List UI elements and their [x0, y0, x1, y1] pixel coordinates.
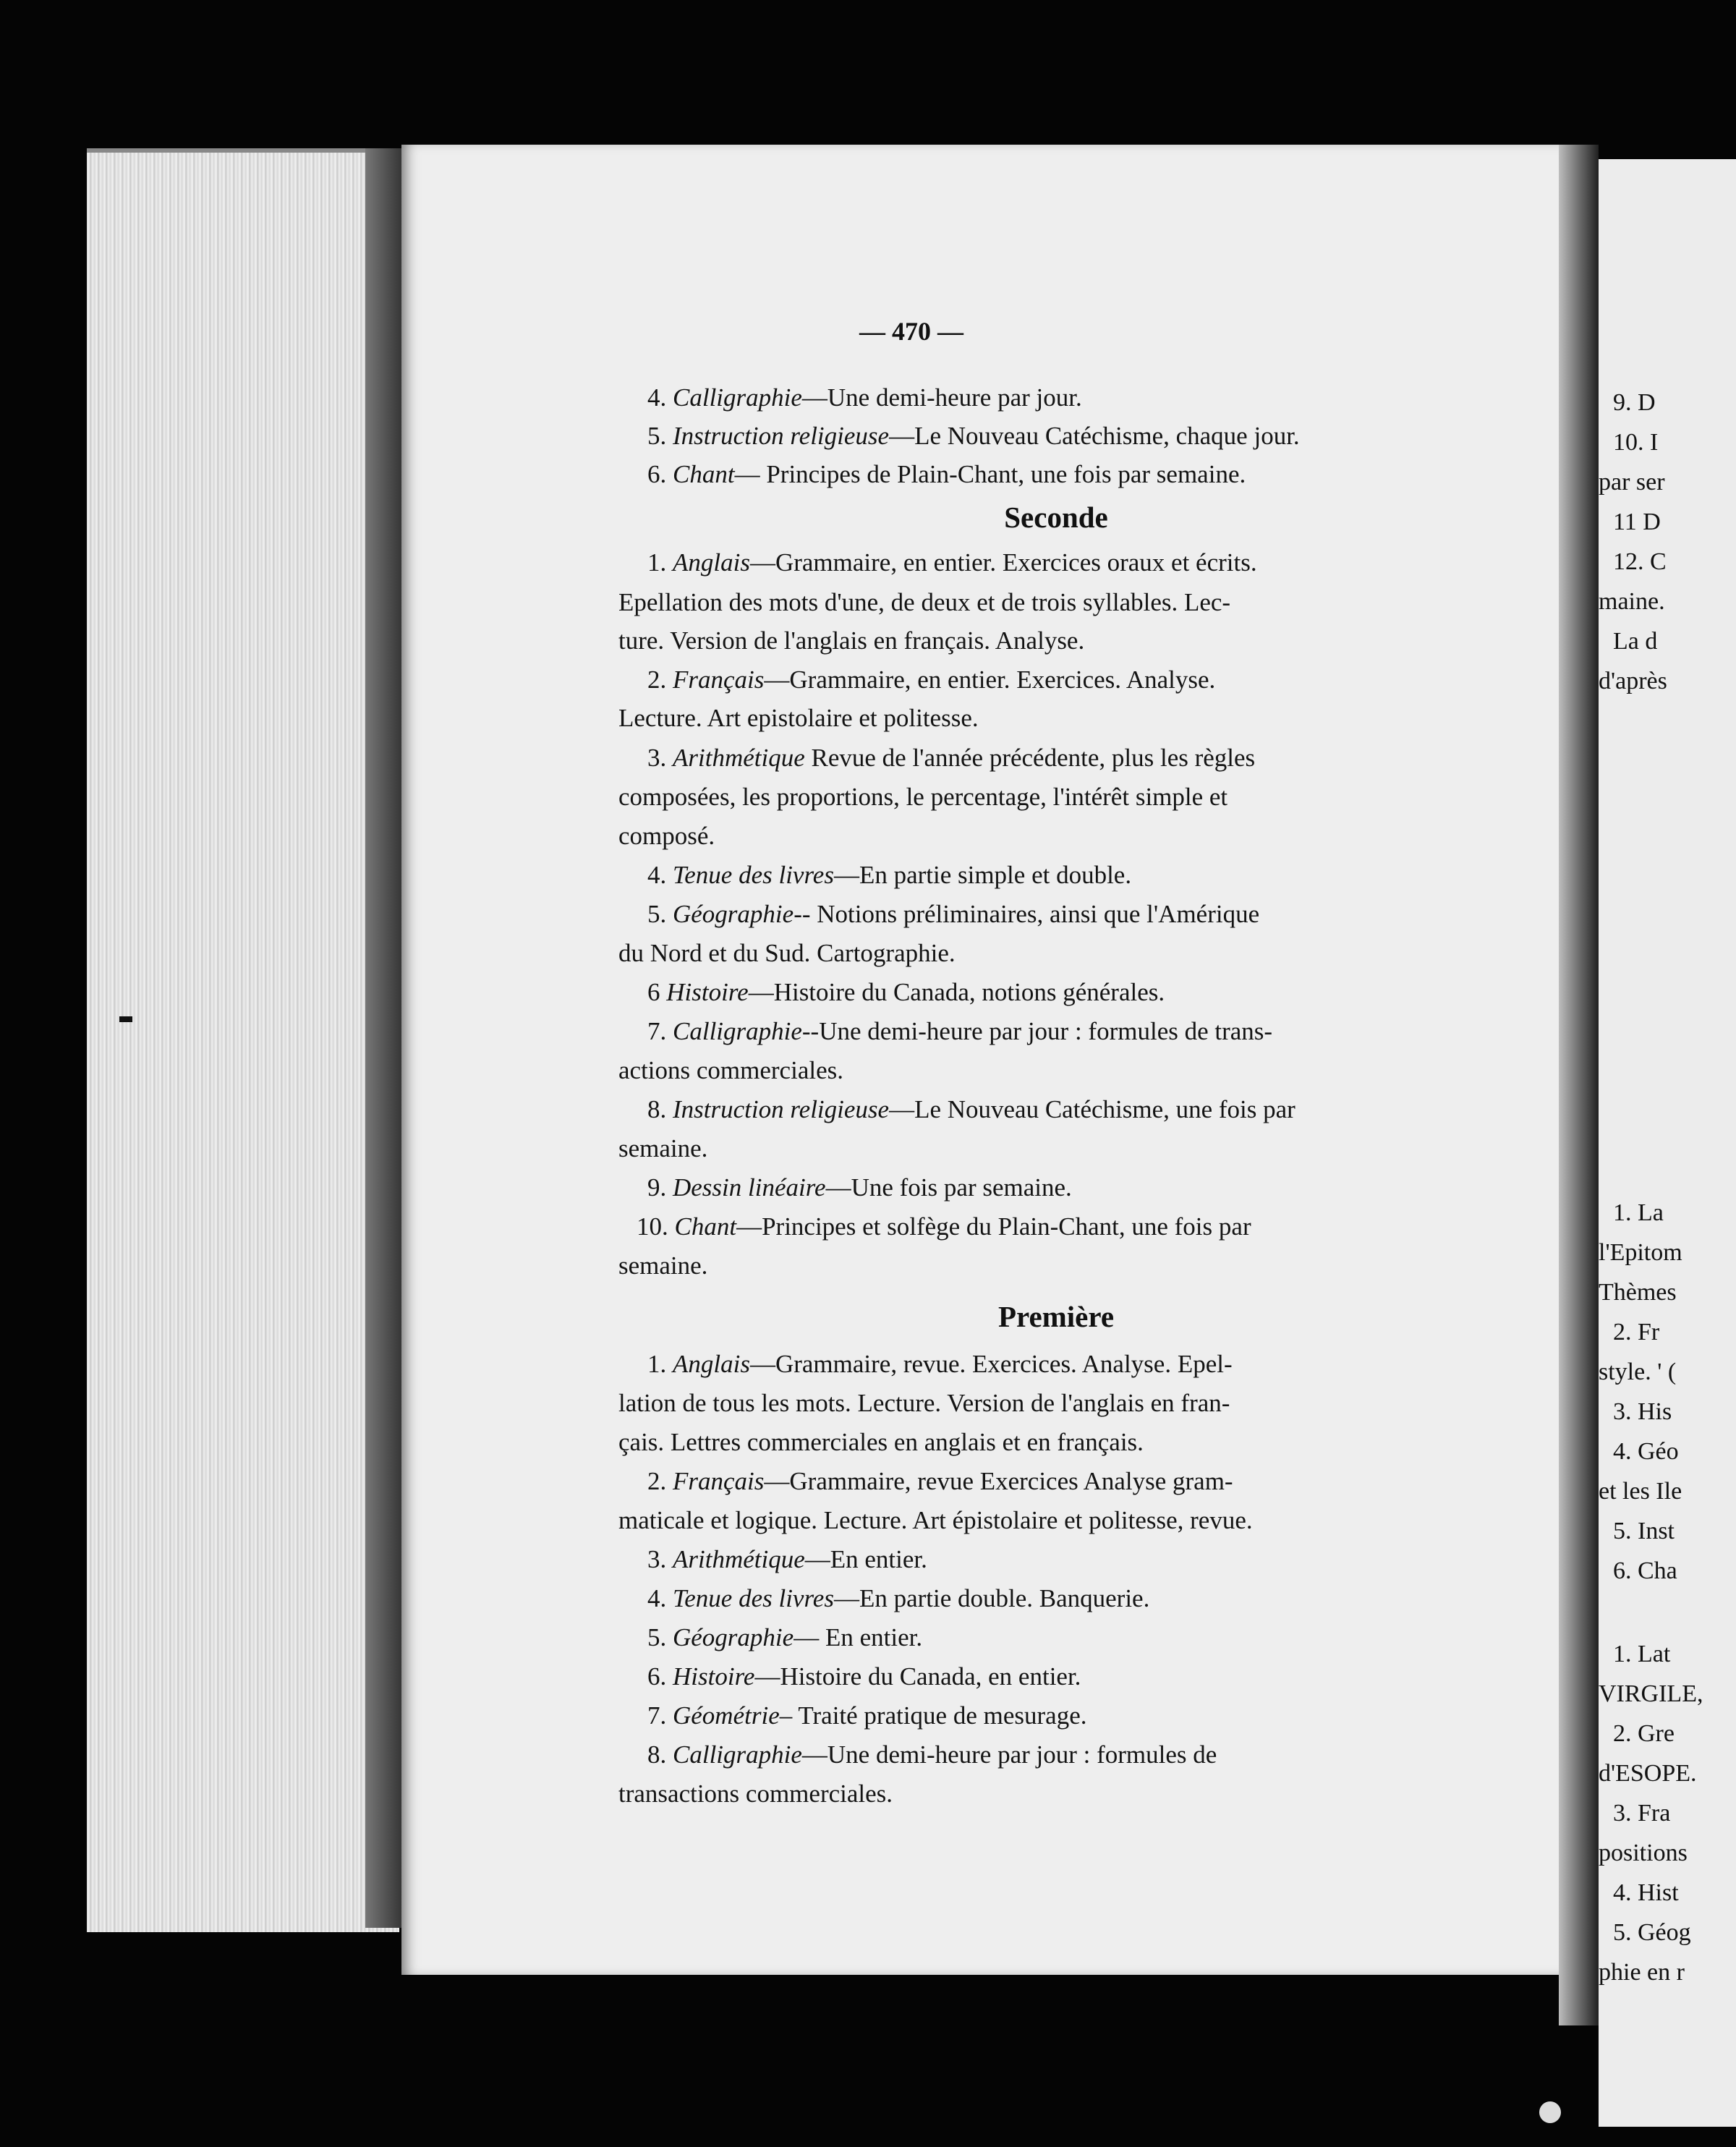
text-line: 1. Anglais—Grammaire, revue. Exercices. Analyse. Epel- — [647, 1350, 1233, 1378]
text-line: çais. Lettres commerciales en anglais et en français. — [618, 1428, 1144, 1456]
text-line: 8. Instruction religieuse—Le Nouveau Catéchisme, une fois par — [647, 1095, 1295, 1123]
facing-line: 1. La — [1613, 1199, 1664, 1226]
text-line: 4. Calligraphie—Une demi-heure par jour. — [647, 383, 1082, 412]
text-line: 6. Chant— Principes de Plain-Chant, une fois par semaine. — [647, 460, 1246, 488]
text-line: 5. Instruction religieuse—Le Nouveau Catéchisme, chaque jour. — [647, 422, 1300, 450]
left-page — [401, 145, 1559, 1975]
facing-line: 1. Lat — [1613, 1641, 1671, 1667]
facing-line: 4. Hist — [1613, 1879, 1679, 1906]
facing-line: 3. Fra — [1613, 1800, 1671, 1827]
text-line: 4. Tenue des livres—En partie simple et double. — [647, 861, 1132, 889]
text-line: 3. Arithmétique—En entier. — [647, 1545, 927, 1573]
text-line: 5. Géographie-- Notions préliminaires, ainsi que l'Amérique — [647, 900, 1260, 928]
text-line: 7. Calligraphie--Une demi-heure par jour : formules de trans- — [647, 1017, 1273, 1045]
facing-line: 3. His — [1613, 1398, 1672, 1425]
facing-line: positions — [1599, 1840, 1688, 1866]
facing-line: maine. — [1599, 588, 1665, 615]
text-line: 10. Chant—Principes et solfège du Plain-Chant, une fois par — [637, 1212, 1251, 1241]
text-line: actions commerciales. — [618, 1056, 843, 1084]
facing-line: style. ' ( — [1599, 1359, 1677, 1385]
facing-line: 4. Géo — [1613, 1438, 1679, 1465]
text-line: du Nord et du Sud. Cartographie. — [618, 939, 956, 967]
section-heading-premiere: Première — [997, 1300, 1115, 1333]
facing-line: d'ESOPE. — [1599, 1760, 1697, 1787]
text-line: 3. Arithmétique Revue de l'année précédente, plus les règles — [647, 744, 1256, 772]
facing-line: 12. C — [1613, 548, 1667, 575]
page-edges — [87, 148, 399, 1932]
text-line: 5. Géographie— En entier. — [647, 1623, 923, 1651]
scan-mark — [119, 1016, 132, 1022]
text-line: ture. Version de l'anglais en français. Analyse. — [618, 626, 1085, 655]
facing-line: 10. I — [1613, 429, 1659, 456]
text-line: 8. Calligraphie—Une demi-heure par jour : formules de — [647, 1740, 1217, 1769]
text-line: semaine. — [618, 1134, 708, 1162]
page-number: — 470 — — [859, 317, 963, 346]
text-line: lation de tous les mots. Lecture. Version de l'anglais en fran- — [618, 1389, 1230, 1417]
facing-line: 2. Fr — [1613, 1319, 1660, 1345]
facing-line: Thèmes — [1599, 1279, 1677, 1306]
text-line: 4. Tenue des livres—En partie double. Banquerie. — [647, 1584, 1150, 1612]
text-line: maticale et logique. Lecture. Art épistolaire et politesse, revue. — [618, 1506, 1253, 1534]
facing-page — [1599, 159, 1736, 2127]
text-line: 2. Français—Grammaire, en entier. Exercices. Analyse. — [647, 666, 1216, 694]
facing-line: phie en r — [1599, 1959, 1685, 1986]
facing-line: La d — [1613, 628, 1658, 655]
text-line: 7. Géométrie– Traité pratique de mesurage. — [647, 1701, 1087, 1730]
facing-line: 5. Géog — [1613, 1919, 1691, 1946]
facing-line: 11 D — [1613, 509, 1661, 535]
facing-line: l'Epitom — [1599, 1239, 1682, 1266]
text-line: Lecture. Art epistolaire et politesse. — [618, 704, 979, 732]
text-line: 9. Dessin linéaire—Une fois par semaine. — [647, 1173, 1072, 1202]
gutter — [1559, 145, 1599, 2025]
text-line: 6 Histoire—Histoire du Canada, notions générales. — [647, 978, 1165, 1006]
section-heading-seconde: Seconde — [1004, 501, 1108, 534]
text-line: 2. Français—Grammaire, revue Exercices Analyse gram- — [647, 1467, 1233, 1495]
facing-line: par ser — [1599, 469, 1665, 496]
facing-line: 9. D — [1613, 389, 1656, 416]
text-line: 1. Anglais—Grammaire, en entier. Exercices oraux et écrits. — [647, 548, 1257, 577]
facing-line: et les Ile — [1599, 1478, 1682, 1505]
text-line: 6. Histoire—Histoire du Canada, en entier. — [647, 1662, 1081, 1691]
facing-line: d'après — [1599, 668, 1667, 694]
scan-mark — [1539, 2101, 1561, 2123]
text-line: transactions commerciales. — [618, 1780, 893, 1808]
facing-line: 6. Cha — [1613, 1557, 1677, 1584]
facing-line: VIRGILE, — [1599, 1680, 1703, 1707]
facing-line: 5. Inst — [1613, 1518, 1675, 1544]
text-line: semaine. — [618, 1251, 708, 1280]
text-line: composé. — [618, 822, 715, 850]
facing-line: 2. Gre — [1613, 1720, 1675, 1747]
text-line: Epellation des mots d'une, de deux et de trois syllables. Lec- — [618, 588, 1231, 616]
text-line: composées, les proportions, le percentage, l'intérêt simple et — [618, 783, 1228, 811]
